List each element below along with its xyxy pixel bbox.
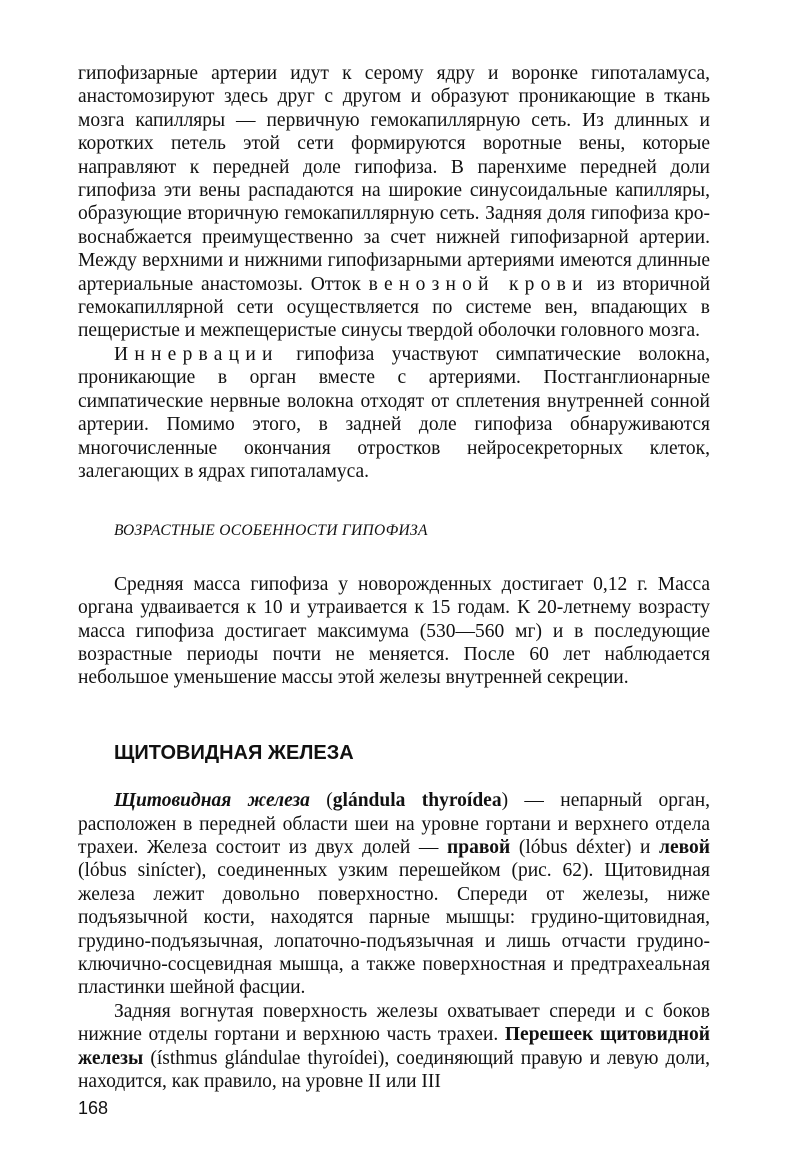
paragraph-thyroid-intro: Щитовидная железа (glándula thyroídea) — непарный орган, расположен в передней области шеи на уровне гортани и верхнего отдела трахеи. Железа состоит из двух долей — правой (lóbus déxter) и левой (lóbus sinícter), соединенных узким перешейком (рис. 62). Щитовидная железа лежит довольно поверхностно. Спереди от железы, ниже подъязычной кости, находятся парные мышцы: грудино-щитовидная, грудино-подъязычная, лопаточно-подъязычная и лишь отчасти грудино-ключично-сосцевидная мышца, а также поверхностная и предтрахеальная пластинки шейной фасции.	[78, 790, 711, 999]
term-isthmus: Перешеек щитовидной железы	[78, 1024, 710, 1069]
spaced-term: Иннервации	[114, 343, 279, 365]
term-bold-italic: Щитовидная железа	[114, 790, 310, 812]
term-left-lobe: левой	[659, 836, 710, 858]
text: из вторичной гемокапиллярной сети осуществляется по системе вен, впадающих в пещеристые и межпещеристые синусы твердой оболочки головного мозга.	[78, 273, 711, 342]
term-right-lobe: правой	[447, 836, 511, 858]
text: гипофизарные артерии идут к серому ядру и воронке гипоталамуса, анастомозируют здесь друг с другом и образуют проникающие в ткань мозга капилляры — первичную гемокапиллярную сеть. Из длинных и коротких петель этой сети формируются воротные вены, которые направляют к передней доле гипофиза. В паренхиме передней доли гипофиза эти вены распадаются на широкие синусоидальные капилляры, образующие вторичную гемокапиллярную сеть. Задняя доля гипофиза кровоснабжается преимущественно за счет нижней гипофизарной артерии. Между верхними и нижними гипофизарными артериями имеются длинные артериальные анастомозы. Отток	[78, 63, 710, 295]
paragraph-thyroid-isthmus	[78, 1000, 710, 1094]
text: (lóbus déxter) и	[510, 836, 660, 858]
text: гипофиза участвуют симпатические волокна, проникающие в орган вместе с артериями. Постганглионарные симпатические нервные волокна отходят от сплетения внутренней сонной артерии. Помимо этого, в задней доле гипофиза обнаруживаются многочисленные окончания отростков нейросекреторных клеток, залегающих в ядрах гипоталамуса.	[78, 343, 710, 482]
text: (lóbus sinícter), соединенных узким перешейком (рис. 62). Щитовидная железа лежит довольно поверхностно. Спереди от железы, ниже подъязычной кости, находятся парные мышцы: грудино-щитовидная, грудино-подъязычная, лопаточно-подъязычная и лишь отчасти грудино-ключично-сосцевидная мышца, а также поверхностная и предтрахеальная пластинки шейной фасции.	[78, 860, 710, 999]
spaced-term: венозной крови	[368, 273, 589, 295]
text: Задняя вогнутая поверхность железы охватывает спереди и с боков нижние отделы гортани и верхнюю часть трахеи.	[78, 1000, 710, 1046]
page-number: 168	[78, 1098, 109, 1118]
chapter-heading-thyroid: ЩИТОВИДНАЯ ЖЕЛЕЗА	[114, 741, 354, 764]
paragraph-pituitary-innervation	[78, 343, 710, 483]
paragraph-age-features: Средняя масса гипофиза у новорожденных достигает 0,12 г. Масса органа удваивается к 10 и утраивается к 15 годам. К 20-летнему возрасту масса гипофиза достигает максимума (530—560 мг) и в последующие возрастные периоды почти не меняется. После 60 лет наблюдается небольшое уменьшение массы этой железы внутренней секреции.	[78, 573, 710, 689]
latin-term: glándula thyroídea	[332, 790, 502, 812]
text: — непарный орган, расположен в передней области шеи на уровне гортани и верхнего отдела трахеи. Железа состоит из двух долей —	[78, 790, 711, 858]
paragraph-pituitary-blood-supply	[78, 62, 710, 343]
subheading-age-features: ВОЗРАСТНЫЕ ОСОБЕННОСТИ ГИПОФИЗА	[114, 522, 428, 540]
text: (ísthmus glándulae thyroídei), соединяющий правую и левую доли, находится, как правило, на уровне II или III	[78, 1047, 710, 1093]
text-column	[78, 62, 710, 1093]
